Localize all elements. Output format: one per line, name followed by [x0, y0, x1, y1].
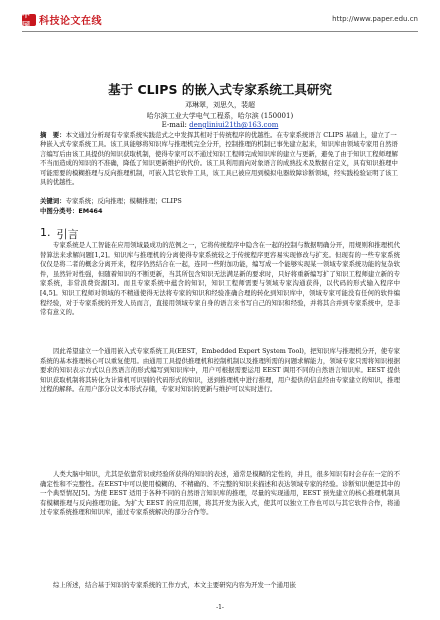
body-paragraph: 专家系统是人工智能在应用领域最成功的范例之一，它将传统程序中隐含在一起的控制与数据明确分开，用规则和推理机代替算法来求解问题[1,2]。知识库与推理机的分离使得专家系统较之于传统程序更容易实现修改与扩充。但现有的一些专家系统仅仅是将二者的概念分离开来，程序仍然结合在一起，连同一些附加功能，编写成一个能够实现某一领域专家系统功能的复杂软件，虽然针对性强，但随着知识的不断更新，当其所包含知识无法满足新的要求时，只好将重新编写扩了知识工程师建立新的专家系统，非常浪费资源[3]。而且专家系统中蕴含的知识，知识工程师需要与领域专家沟通获得，以代码的形式输入程序中[4,5]。知识工程师对领域的不精通使得无法将专家的知识和经验准确合理的转化到知识库中，领域专家可能没有任何的软件编程经验，对于专家系统的开发人员而言，直接用领域专家自身的语言来书写自己的知识和经验，并将其合并到专家系统中，是非常有意义的。: [40, 241, 400, 317]
body-paragraph: 综上所述，结合基于知识的专家系统的工作方式，本文主要研究内容为开发一个通用嵌: [53, 581, 296, 589]
email-label: E-mail:: [161, 121, 187, 129]
site-logo[interactable]: [22, 9, 102, 30]
section-title: 引言: [56, 228, 79, 241]
paper-affiliation: 哈尔滨工业大学电气工程系，哈尔滨 (150001): [146, 112, 294, 120]
logo-mark: 中国: [22, 14, 36, 26]
site-url[interactable]: http://www.paper.edu.cn: [332, 15, 418, 23]
logo-text: 科技论文在线: [39, 16, 102, 27]
page-number: -1-: [216, 604, 224, 611]
paper-email-line: [0, 121, 440, 129]
abstract: [40, 131, 400, 187]
abstract-text: 本文通过分析现有专家系统实践范式之中发挥其相对于传统程序的优越性。在专家系统语言 CLIPS 基础上，建立了一种嵌入式专家系统工具。该工具能够将知识库与推理机完全分开，控制推理的机制已事先建立起来，知识库由领域专家用自然语言编写后由该工具提供的知识获取机制，使得专家可以不通过知识工程师完成知识库的建立与更新，避免了由于知识工程师理解不当而造成的知识的不准确，降低了知识更新维护的代价。该工具利用面向对象语言的成熟技术及数据自定义，具有知识推理中可能需要的模糊推理与反向推理机制，可嵌入其它软件工具，该工具已被应用到模拟电器故障诊断领域，经实践检验证明了该工具的优越性。: [40, 131, 398, 187]
body-paragraph: 人类大脑中知识，尤其是依靠常识或经验所获得的知识的表述，通常是模糊的定性的，并且，很多知识有时会存在一定的不确定性和不完整性。在EEST中可以使用模糊的、不精确的、不完整的知识来描述和表达领域专家的经验。诊断知识便是其中的一个典型情况[5]。为使 EEST 适用于各种不同的自然语言知识库的推理，尽量的实现通用，EEST 预先建立的核心推理机制具有模糊推理与反向推理功能。为扩大 EEST 的应用范围，将其开发为嵌入式，使其可以独立工作也可以与其它软件合作，将通过专家系统推理和知识库，通过专家系统解决的部分合作等。: [40, 470, 400, 517]
keywords: [40, 197, 400, 206]
email-link[interactable]: dengliniui21th@163.com: [189, 121, 279, 129]
paper-authors: 邓琳翠，刘思久，裴超: [185, 101, 255, 109]
clc-value: EM464: [78, 207, 103, 215]
section-number: 1.: [40, 226, 51, 239]
header-rule: [22, 31, 418, 32]
paper-title: 基于 CLIPS 的嵌入式专家系统工具研究: [108, 82, 332, 97]
keywords-text: 专家系统；反向推理；模糊推理；CLIPS: [65, 197, 182, 205]
abstract-label: 摘 要：: [40, 131, 66, 139]
clc-number: [40, 207, 400, 216]
keywords-label: 关键词：: [40, 197, 66, 205]
section-heading: [40, 226, 79, 242]
body-paragraph: 因此希望建立一个通用嵌入式专家系统工具(EEST，Embedded Expert System Tool)，把知识库与推理机分开，使专家系统的基本推理核心可以重复使用。由通用工具提供推理机和控制机制以及推理所需的问题求解能力，领域专家只需将知识根据要求的知识表示方式以自然语言的形式编写到知识库中，用户可根据需要运用 EEST 调用不同的自然语言知识库。EEST 提供知识获取机制将其转化为计算机可识别的代码形式的知识，送到推理机中进行推理，用户提供的信息经由专家建立的知识，推理过程的解释。在用户部分以文本形式存储，专家对知识的更新与维护可以实时进行。: [40, 347, 400, 394]
site-header: [22, 9, 418, 30]
clc-label: 中图分类号：: [40, 207, 79, 215]
